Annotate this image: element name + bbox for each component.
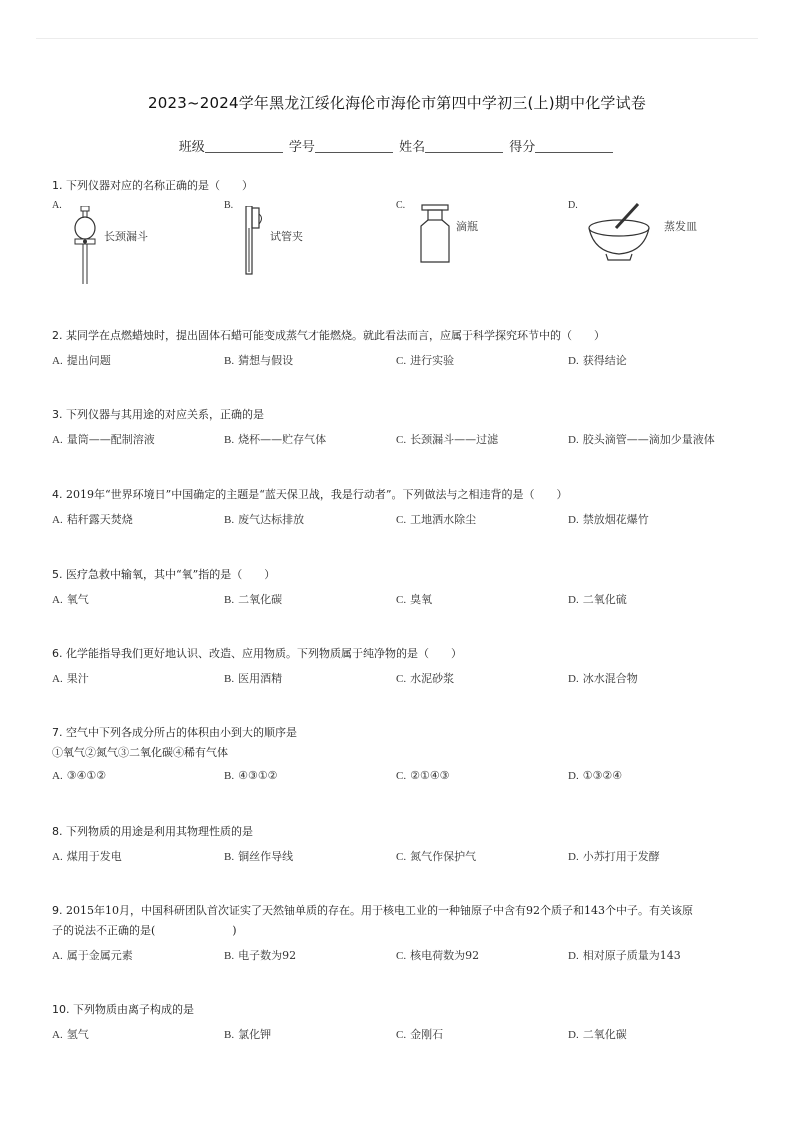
question-6 [52, 644, 752, 688]
option-d[interactable]: D. 相对原子质量为143 [568, 949, 681, 962]
name-field [399, 136, 505, 155]
option-d[interactable]: D. 获得结论 [568, 354, 627, 367]
option-c[interactable]: C. 滴瓶 [396, 200, 566, 290]
question-stem: 7. 空气中下列各成分所占的体积由小到大的顺序是 ①氧气②氮气③二氧化碳④稀有气体 [52, 726, 297, 759]
number-field [289, 136, 395, 155]
option-a[interactable]: A. 长颈漏斗 [52, 200, 222, 290]
page-title: 2023~2024学年黑龙江绥化海伦市海伦市第四中学初三(上)期中化学试卷 [147, 94, 647, 112]
option-a[interactable]: A. 果汁 [52, 672, 89, 685]
option-d[interactable]: D. 蒸发皿 [568, 200, 752, 290]
option-b[interactable]: B. 二氧化碳 [224, 593, 283, 606]
number-blank [315, 139, 393, 153]
mortar-icon [586, 202, 652, 262]
question-8 [52, 822, 752, 866]
question-stem: 4. 2019年“世界环境日”中国确定的主题是“蓝天保卫战，我是行动者”。下列做法与之相违背的是（ ） [52, 488, 568, 501]
test-tube-clamp-icon [240, 206, 266, 276]
option-b[interactable]: B. 电子数为92 [224, 949, 297, 962]
option-a[interactable]: A. 属于金属元素 [52, 949, 133, 962]
class-blank [205, 139, 283, 153]
question-7 [52, 723, 752, 787]
question-2 [52, 326, 752, 370]
option-a[interactable]: A. 氧气 [52, 593, 89, 606]
option-a[interactable]: A. 量筒——配制溶液 [52, 433, 155, 446]
class-label: 班级 [178, 140, 205, 155]
header-divider [36, 38, 758, 39]
option-a[interactable]: A. 秸秆露天焚烧 [52, 513, 133, 526]
question-stem: 5. 医疗急救中输氧，其中“氧”指的是（ ） [52, 568, 276, 581]
option-d[interactable]: D. 禁放烟花爆竹 [568, 513, 649, 526]
options-row [52, 352, 752, 370]
options-row [52, 591, 752, 609]
option-c[interactable]: C. 核电荷数为92 [396, 949, 480, 962]
question-stem: 10. 下列物质由离子构成的是 [52, 1003, 194, 1016]
question-stem: 8. 下列物质的用途是利用其物理性质的是 [52, 825, 253, 838]
option-d[interactable]: D. 胶头滴管——滴加少量液体 [568, 433, 715, 446]
option-c[interactable]: C. 金刚石 [396, 1028, 444, 1041]
question-stem: 1. 下列仪器对应的名称正确的是（ ） [52, 179, 253, 192]
option-c[interactable]: C. 水泥砂浆 [396, 672, 455, 685]
option-c[interactable]: C. 进行实验 [396, 354, 455, 367]
options-row [52, 848, 752, 866]
option-a[interactable]: A. 煤用于发电 [52, 850, 122, 863]
option-b[interactable]: B. ④③①② [224, 769, 278, 782]
options-row [52, 947, 752, 965]
option-b[interactable]: B. 铜丝作导线 [224, 850, 294, 863]
option-d[interactable]: D. 二氧化硫 [568, 593, 627, 606]
options-row [52, 431, 752, 449]
separatory-funnel-icon [68, 206, 102, 286]
option-c[interactable]: C. 工地洒水除尘 [396, 513, 477, 526]
question-stem: 2. 某同学在点燃蜡烛时，提出固体石蜡可能变成蒸气才能燃烧。就此看法而言，应属于科学探究环节中的（ ） [52, 329, 605, 342]
question-stem: 3. 下列仪器与其用途的对应关系，正确的是 [52, 408, 264, 421]
option-a[interactable]: A. ③④①② [52, 769, 107, 782]
student-info-line [0, 136, 794, 155]
question-3 [52, 405, 752, 449]
option-b[interactable]: B. 烧杯——贮存气体 [224, 433, 327, 446]
name-blank [425, 139, 503, 153]
options-row [52, 670, 752, 688]
option-c[interactable]: C. ②①④③ [396, 769, 450, 782]
score-field [509, 136, 615, 155]
option-b[interactable]: B. 猜想与假设 [224, 354, 294, 367]
class-field [179, 136, 285, 155]
option-c[interactable]: C. 长颈漏斗——过滤 [396, 433, 499, 446]
number-label: 学号 [288, 140, 315, 155]
option-c[interactable]: C. 臭氧 [396, 593, 433, 606]
question-10 [52, 1000, 752, 1044]
option-b[interactable]: B. 氯化钾 [224, 1028, 272, 1041]
option-a[interactable]: A. 提出问题 [52, 354, 111, 367]
option-d[interactable]: D. 冰水混合物 [568, 672, 638, 685]
question-stem: 6. 化学能指导我们更好地认识、改造、应用物质。下列物质属于纯净物的是（ ） [52, 647, 462, 660]
score-label: 得分 [509, 140, 536, 155]
option-d[interactable]: D. 二氧化碳 [568, 1028, 627, 1041]
option-a[interactable]: A. 氢气 [52, 1028, 89, 1041]
bottle-icon [418, 204, 452, 264]
option-b[interactable]: B. 医用酒精 [224, 672, 283, 685]
question-5 [52, 565, 752, 609]
option-d[interactable]: D. ①③②④ [568, 769, 623, 782]
question-1 [52, 176, 752, 290]
question-9 [52, 901, 752, 965]
options-row [52, 769, 752, 787]
question-4 [52, 485, 752, 529]
option-c[interactable]: C. 氮气作保护气 [396, 850, 477, 863]
option-d[interactable]: D. 小苏打用于发酵 [568, 850, 660, 863]
question-stem: 9. 2015年10月，中国科研团队首次证实了天然铀单质的存在。用于核电工业的一种铀原子中含有92个质子和143个中子。有关该原 子的说法不正确的是( ) [52, 904, 693, 937]
name-label: 姓名 [399, 140, 426, 155]
option-b[interactable]: B. 废气达标排放 [224, 513, 305, 526]
options-row [52, 1026, 752, 1044]
option-b[interactable]: B. 试管夹 [224, 200, 394, 290]
options-row [52, 511, 752, 529]
options-row [52, 200, 752, 290]
score-blank [535, 139, 613, 153]
